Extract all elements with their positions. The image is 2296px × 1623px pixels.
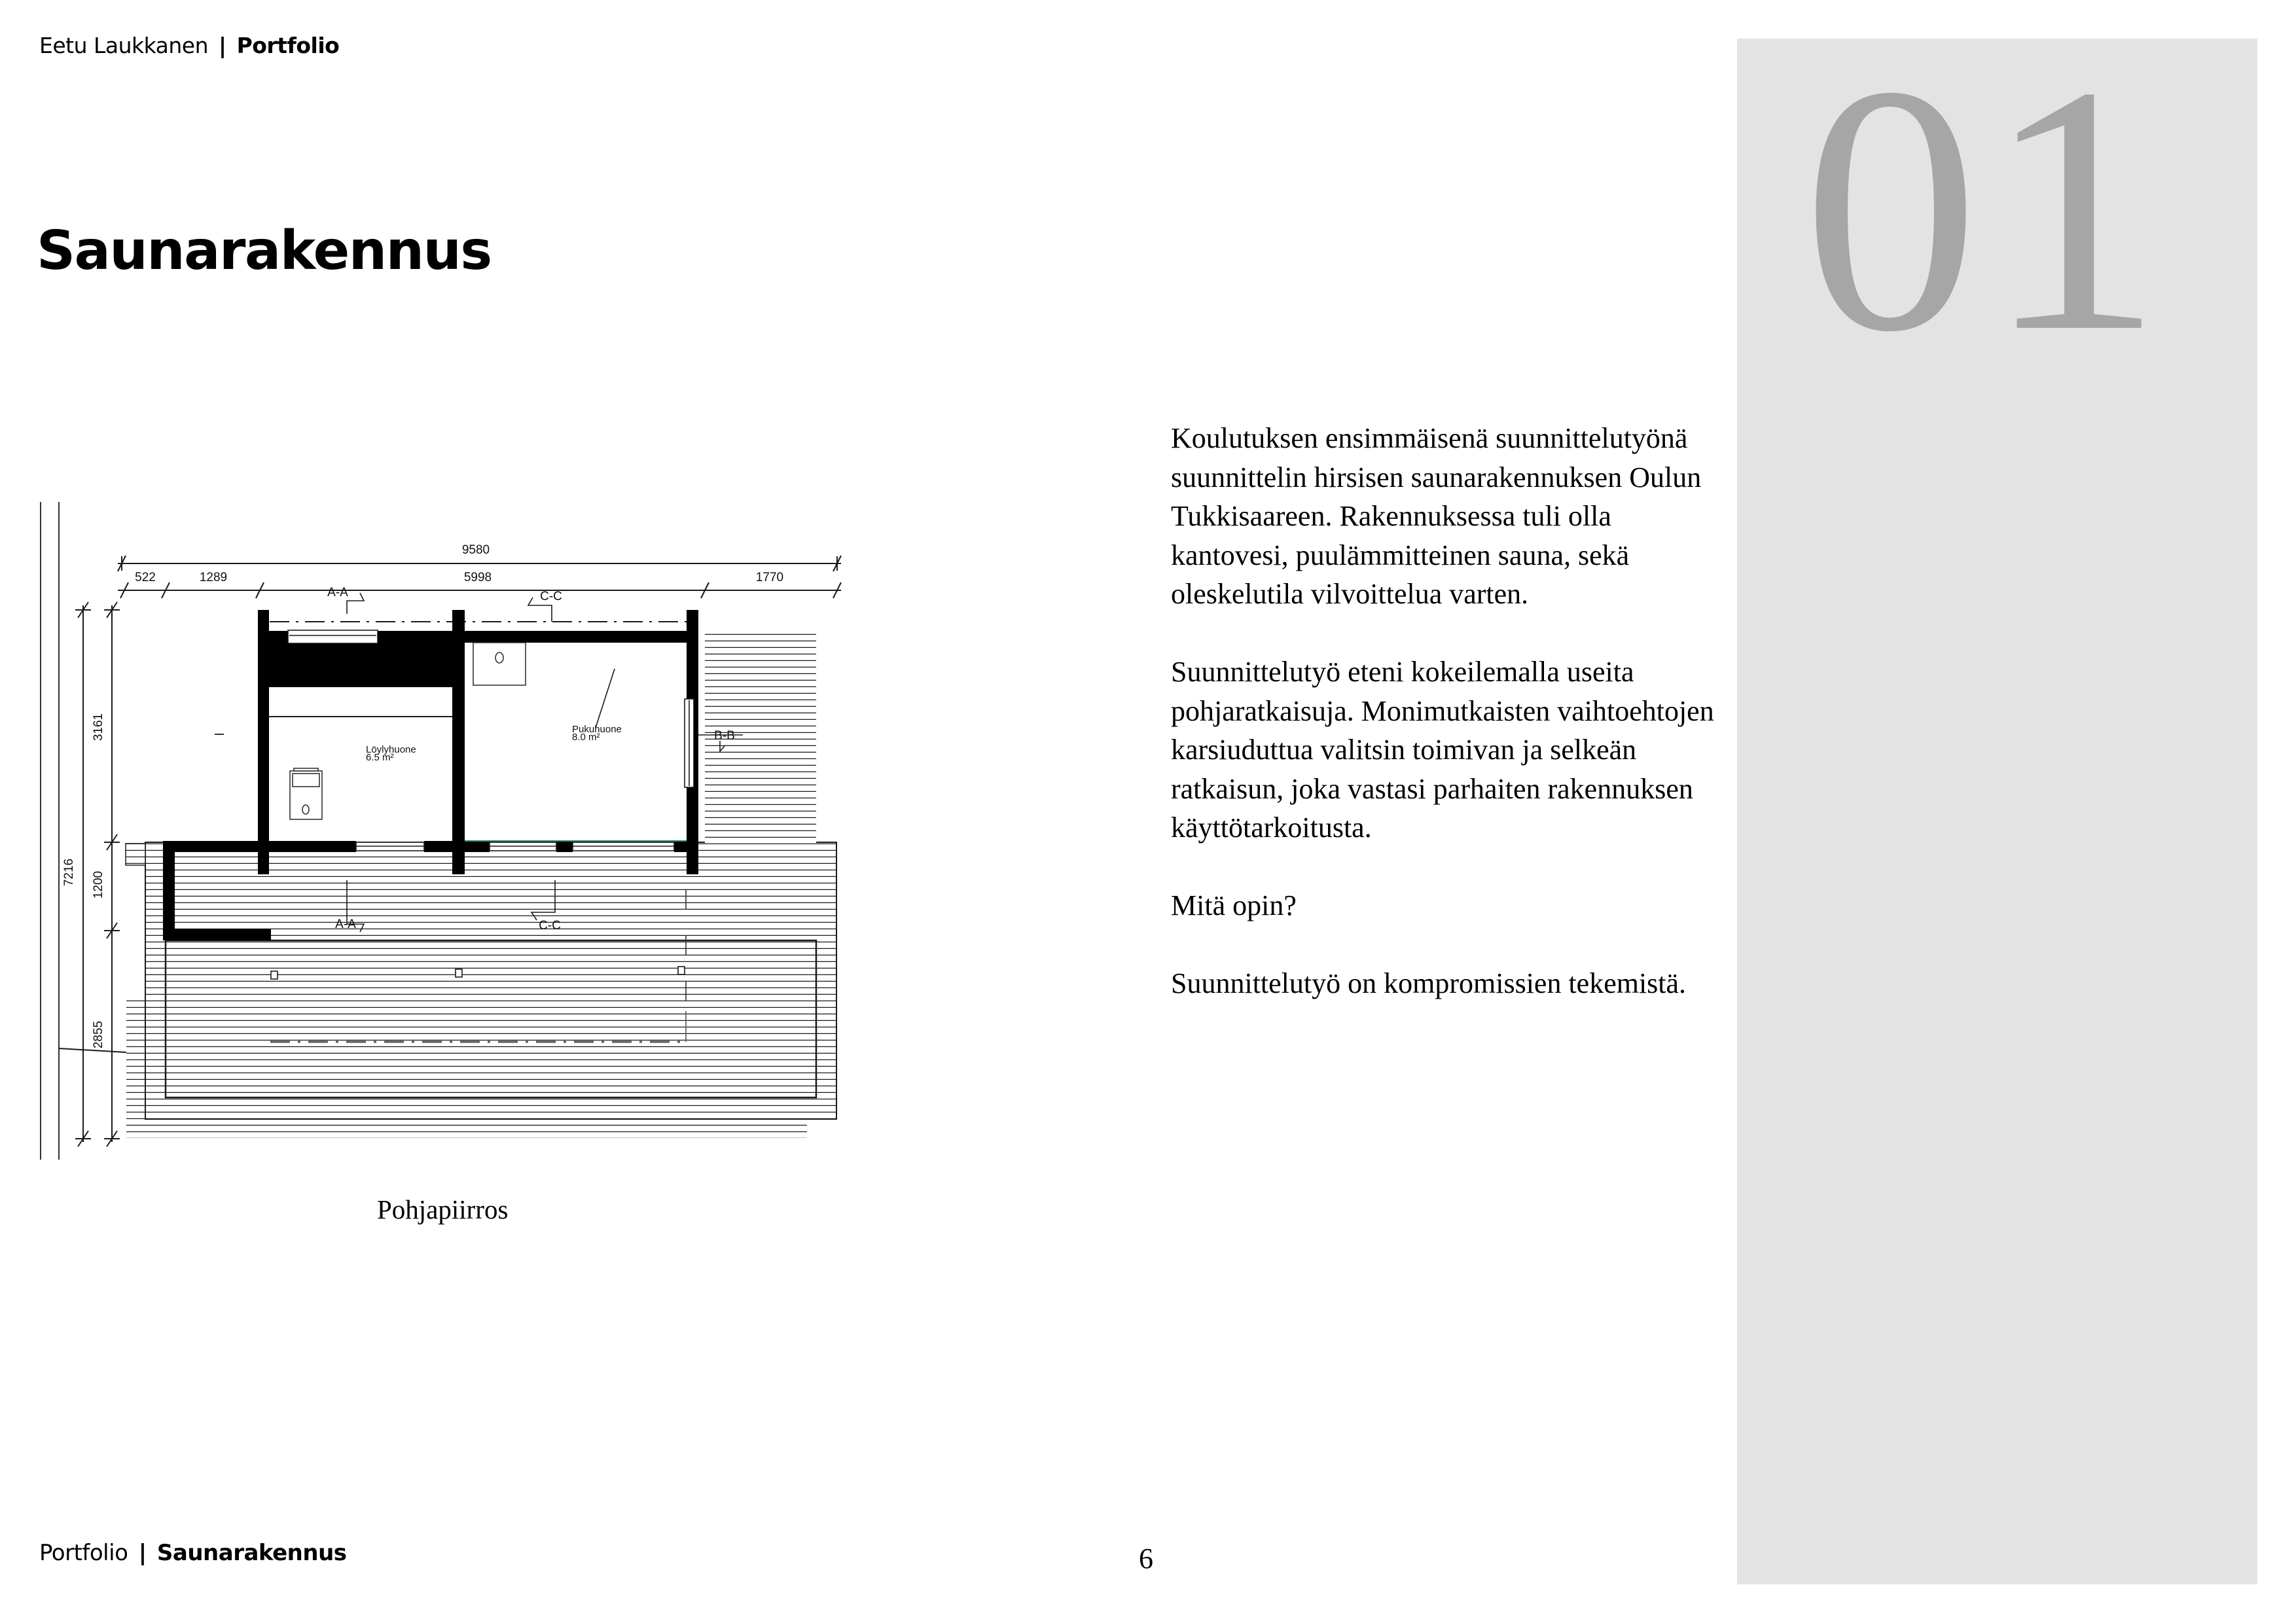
section-label-aa-top: A-A — [327, 586, 348, 599]
room-area-pukuhuone: 8.0 m² — [572, 732, 600, 743]
author-name: Eetu Laukkanen — [39, 33, 209, 58]
sink-unit — [473, 643, 526, 685]
paragraph-lesson: Suunnittelutyö on kompromissien tekemistä. — [1171, 967, 1687, 999]
deck-inner — [166, 940, 816, 1097]
header-separator: | — [219, 33, 226, 58]
dim-overall-width: 9580 — [461, 543, 490, 557]
footer-separator: | — [138, 1540, 147, 1566]
paragraph-process: Suunnittelutyö eteni kokeilemalla useita pohjaratkaisuja. Monimutkaisten vaihtoehtojen karsiuduttua valitsin toimivan ja selkeän ratkaisun, joka vastasi parhaiten rakennuksen käyttötarkoitusta. — [1171, 656, 1714, 844]
room-area-loylyhuone: 6.5 m² — [366, 752, 394, 763]
running-footer — [39, 1540, 347, 1566]
dim-segment-1: 522 — [135, 571, 156, 584]
post-1 — [271, 971, 278, 979]
post-3 — [678, 967, 685, 974]
wall-l-vertical — [163, 841, 175, 940]
footer-title: Saunarakennus — [156, 1540, 347, 1566]
wall-bottom-right-a — [556, 841, 573, 852]
floor-plan-caption: Pohjapiirros — [377, 1194, 509, 1224]
wall-middle — [452, 610, 465, 874]
room-name-loylyhuone: Löylyhuone — [366, 744, 416, 755]
sauna-bench — [269, 643, 452, 687]
dim-segment-3: 5998 — [463, 571, 492, 584]
post-2 — [456, 969, 462, 977]
section-label-cc-top: C-C — [540, 590, 562, 603]
window-top — [288, 630, 378, 643]
wall-l-horizontal — [163, 929, 271, 940]
dim-overall-depth: 7216 — [62, 858, 76, 887]
dim-depth-3: 2855 — [92, 1020, 105, 1049]
section-label-cc-bottom: C-C — [539, 919, 561, 933]
paragraph-question: Mitä opin? — [1171, 889, 1297, 921]
page-number: 6 — [1139, 1543, 1153, 1575]
sauna-stove — [290, 768, 322, 819]
section-label-aa-bottom: A-A — [335, 918, 356, 931]
dim-depth-2: 1200 — [92, 870, 105, 899]
paragraph-intro: Koulutuksen ensimmäisenä suunnittelutyönä suunnittelin hirsisen saunarakennuksen Oulun Tukkisaareen. Rakennuksessa tuli olla kantovesi, puulämmitteinen sauna, sekä oleskelutila vilvoittelua varten. — [1171, 422, 1702, 610]
section-label-bb: B-B — [714, 729, 735, 743]
section-mark-aa-top — [347, 593, 364, 614]
dim-depth-1: 3161 — [92, 713, 105, 741]
wall-bottom-left — [163, 841, 356, 852]
dim-segment-4: 1770 — [755, 571, 784, 584]
wall-bottom-mid — [424, 841, 490, 852]
header-section: Portfolio — [236, 33, 340, 58]
room-name-pukuhuone: Pukuhuone — [572, 724, 622, 735]
wall-bottom-right-b — [674, 841, 698, 852]
dim-segment-2: 1289 — [199, 571, 228, 584]
page-title: Saunarakennus — [37, 220, 492, 282]
deck-stub — [126, 844, 145, 865]
footer-section: Portfolio — [39, 1540, 128, 1566]
body-text — [1171, 419, 1714, 1042]
chapter-number: 01 — [1803, 13, 2169, 404]
wall-left — [258, 610, 269, 874]
